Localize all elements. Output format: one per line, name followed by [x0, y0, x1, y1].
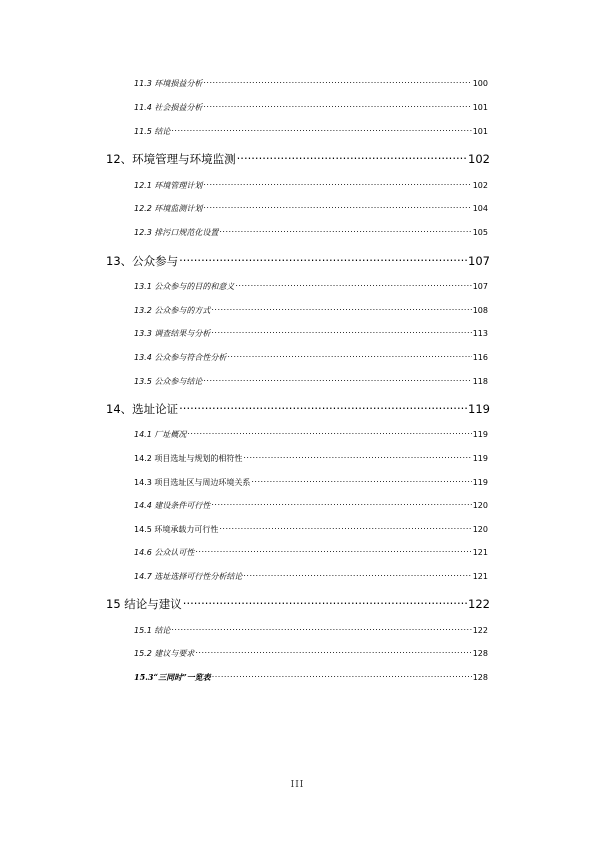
dot-leader	[203, 102, 471, 110]
toc-entry[interactable]	[134, 547, 488, 558]
toc-page-number: 119	[472, 430, 488, 439]
toc-entry-title: 13.3 调查结果与分析	[134, 329, 211, 338]
toc-entry-title: 14.3 项目选址区与周边环境关系	[134, 478, 251, 487]
dot-leader	[243, 453, 471, 461]
toc-entry[interactable]	[134, 180, 488, 191]
page-number-footer: III	[290, 780, 305, 790]
dot-leader	[219, 524, 471, 532]
toc-page-number: 102	[468, 152, 490, 166]
dot-leader	[211, 305, 471, 313]
toc-entry[interactable]	[134, 500, 488, 511]
toc-entry-title: 15.2 建议与要求	[134, 649, 195, 658]
dot-leader	[237, 152, 467, 164]
dot-leader	[219, 227, 471, 235]
dot-leader	[179, 402, 467, 414]
toc-page-number: 105	[472, 228, 488, 237]
toc-entry[interactable]	[134, 625, 488, 636]
toc-entry-title: 11.5 结论	[134, 127, 171, 136]
dot-leader	[203, 376, 471, 384]
toc-entry-title: 11.4 社会损益分析	[134, 103, 203, 112]
toc-page-number: 119	[472, 454, 488, 463]
toc-entry-title: 14.7 选址选择可行性分析结论	[134, 572, 243, 581]
toc-chapter-title: 13、公众参与	[106, 254, 179, 268]
toc-entry-title: 14.2 项目选址与规划的相符性	[134, 454, 243, 463]
dot-leader	[211, 328, 471, 336]
toc-entry[interactable]	[134, 429, 488, 440]
toc-entry[interactable]	[134, 102, 488, 113]
toc-page-number: 107	[468, 254, 490, 268]
toc-entry-title: 13.5 公众参与结论	[134, 377, 203, 386]
dot-leader	[179, 254, 467, 266]
toc-entry-title: 14.6 公众认可性	[134, 548, 195, 557]
dot-leader	[251, 477, 471, 485]
toc-page-number: 122	[472, 626, 488, 635]
toc-page-number: 100	[472, 79, 488, 88]
toc-page-number: 128	[472, 649, 488, 658]
toc-chapter-title: 14、选址论证	[106, 402, 179, 416]
toc-entry[interactable]	[134, 376, 488, 387]
toc-page-number: 120	[472, 501, 488, 510]
toc-page-number: 120	[472, 525, 488, 534]
toc-chapter[interactable]	[106, 253, 490, 269]
toc-entry-title: 14.4 建设条件可行性	[134, 501, 211, 510]
toc-chapter[interactable]	[106, 151, 490, 167]
toc-entry-title: 15.3“三同时”一览表	[134, 672, 211, 682]
toc-page-number: 128	[472, 673, 488, 682]
toc-entry-title: 13.4 公众参与符合性分析	[134, 353, 227, 362]
toc-page-number: 121	[472, 572, 488, 581]
toc-entry-title: 12.1 环境管理计划	[134, 181, 203, 190]
toc-entry-title: 15.1 结论	[134, 626, 171, 635]
toc-chapter[interactable]	[106, 401, 490, 417]
toc-chapter-title: 15 结论与建议	[106, 597, 182, 611]
toc-entry[interactable]	[134, 453, 488, 464]
toc-page-number: 118	[472, 377, 488, 386]
toc-entry-title: 14.1 厂址概况	[134, 430, 187, 439]
toc-page-number: 107	[472, 282, 488, 291]
toc-page-number: 113	[472, 329, 488, 338]
dot-leader	[187, 429, 471, 437]
dot-leader	[211, 500, 471, 508]
toc-chapter[interactable]	[106, 596, 490, 612]
toc-entry-title: 13.1 公众参与的目的和意义	[134, 282, 235, 291]
dot-leader	[203, 180, 471, 188]
dot-leader	[243, 571, 471, 579]
toc-entry-title: 12.3 排污口规范化设置	[134, 228, 219, 237]
toc-chapter-title: 12、环境管理与环境监测	[106, 152, 236, 166]
toc-page-number: 122	[468, 597, 490, 611]
dot-leader	[171, 126, 471, 134]
toc-entry-title: 13.2 公众参与的方式	[134, 306, 211, 315]
toc-entry-title: 11.3 环境损益分析	[134, 79, 203, 88]
toc-entry[interactable]	[134, 571, 488, 582]
toc-page-number: 119	[472, 478, 488, 487]
toc-entry-title: 14.5 环境承载力可行性	[134, 525, 219, 534]
toc-entry[interactable]	[134, 672, 488, 683]
toc-entry[interactable]	[134, 524, 488, 535]
toc-entry[interactable]	[134, 328, 488, 339]
dot-leader	[227, 352, 471, 360]
toc-entry[interactable]	[134, 203, 488, 214]
dot-leader	[183, 597, 467, 609]
toc-entry[interactable]	[134, 352, 488, 363]
toc-entry[interactable]	[134, 281, 488, 292]
toc-page-number: 108	[472, 306, 488, 315]
toc-page-number: 101	[472, 103, 488, 112]
toc-page-number: 121	[472, 548, 488, 557]
dot-leader	[171, 625, 471, 633]
toc-page-number: 104	[472, 204, 488, 213]
dot-leader	[203, 203, 471, 211]
toc-entry[interactable]	[134, 477, 488, 488]
dot-leader	[235, 281, 471, 289]
toc-entry[interactable]	[134, 305, 488, 316]
dot-leader	[195, 547, 471, 555]
toc-page-number: 116	[472, 353, 488, 362]
dot-leader	[195, 648, 471, 656]
toc-entry[interactable]	[134, 78, 488, 89]
dot-leader	[203, 78, 471, 86]
toc-entry[interactable]	[134, 227, 488, 238]
toc-entry[interactable]	[134, 648, 488, 659]
toc-page-number: 119	[468, 402, 490, 416]
toc-page-number: 102	[472, 181, 488, 190]
toc-page-number: 101	[472, 127, 488, 136]
dot-leader	[212, 672, 472, 680]
toc-entry-title: 12.2 环境监测计划	[134, 204, 203, 213]
toc-entry[interactable]	[134, 126, 488, 137]
